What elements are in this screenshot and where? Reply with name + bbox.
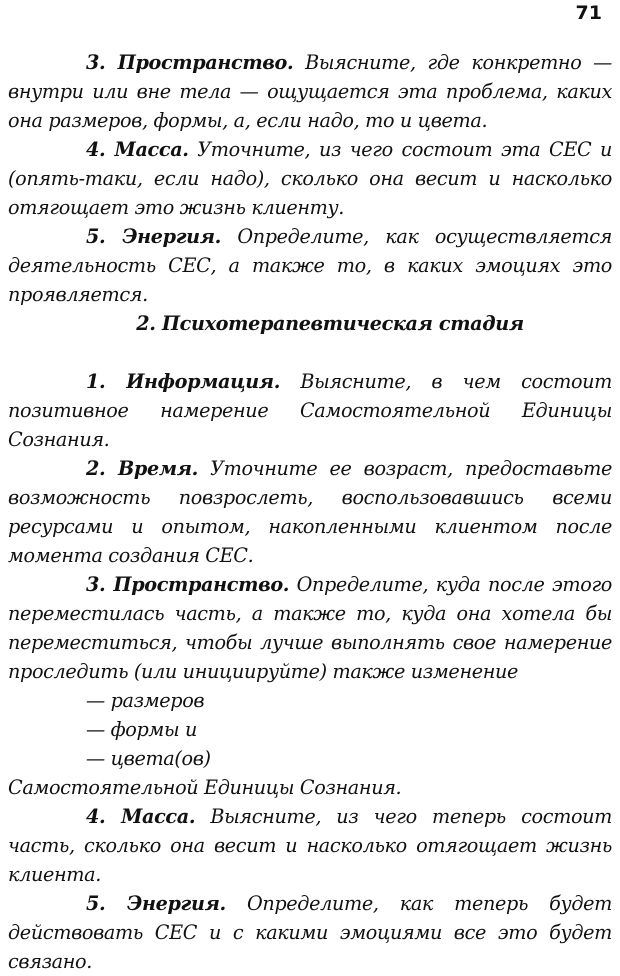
paragraph-term: 4. Масса.	[86, 138, 189, 161]
paragraph-term: 3. Пространство.	[86, 573, 290, 596]
list-item: — цвета(ов)	[86, 747, 211, 770]
list-item: — формы и	[86, 718, 197, 741]
paragraph	[8, 570, 612, 686]
page-body	[8, 48, 612, 976]
paragraph-term: 5. Энергия.	[86, 892, 226, 915]
paragraph-text: Определите, куда после этого переместилась часть, а также то, куда она хотела бы переместиться, чтобы лучше выполнять свое намерение проследить (или инициируйте) также изменение	[8, 573, 613, 683]
paragraph-term: 3. Пространство.	[86, 51, 294, 74]
paragraph	[8, 48, 612, 135]
paragraph-text: Уточните, из чего состоит эта СЕС и (опять-таки, если надо), сколько она весит и насколько отягощает это жизнь клиенту.	[8, 138, 612, 219]
paragraph-text: Выясните, где конкретно — внутри или вне тела — ощущается эта проблема, каких она размеров, формы, а, если надо, то и цвета.	[8, 51, 612, 132]
paragraph-term: 1. Информация.	[86, 370, 281, 393]
paragraph	[8, 802, 612, 889]
paragraph	[8, 454, 612, 570]
page-number: 71	[575, 2, 602, 24]
paragraph-term: 4. Масса.	[86, 805, 196, 828]
paragraph	[8, 135, 612, 222]
paragraph-text: Определите, как теперь будет действовать СЕС и с какими эмоциями все это будет связано.	[8, 892, 612, 973]
paragraph-text: Выясните, из чего теперь состоит часть, сколько она весит и насколько отягощает жизнь клиента.	[8, 805, 612, 886]
list-item: — размеров	[86, 689, 205, 712]
paragraph-text: Уточните ее возраст, предоставьте возможность повзрослеть, воспользовавшись всеми ресурсами и опытом, накопленными клиентом после момента создания СЕС.	[8, 457, 612, 567]
paragraph	[8, 367, 612, 454]
paragraph-term: 2. Время.	[86, 457, 198, 480]
paragraph-text: Определите, как осуществляется деятельность СЕС, а также то, в каких эмоциях это проявляется.	[8, 225, 612, 306]
section-heading: 2. Психотерапевтическая стадия	[136, 312, 524, 335]
paragraph-text: Выясните, в чем состоит позитивное намерение Самостоятельной Единицы Сознания.	[8, 370, 613, 451]
paragraph	[8, 889, 612, 976]
list-tail: Самостоятельной Единицы Сознания.	[8, 776, 402, 799]
paragraph-term: 5. Энергия.	[86, 225, 221, 248]
paragraph	[8, 222, 612, 309]
